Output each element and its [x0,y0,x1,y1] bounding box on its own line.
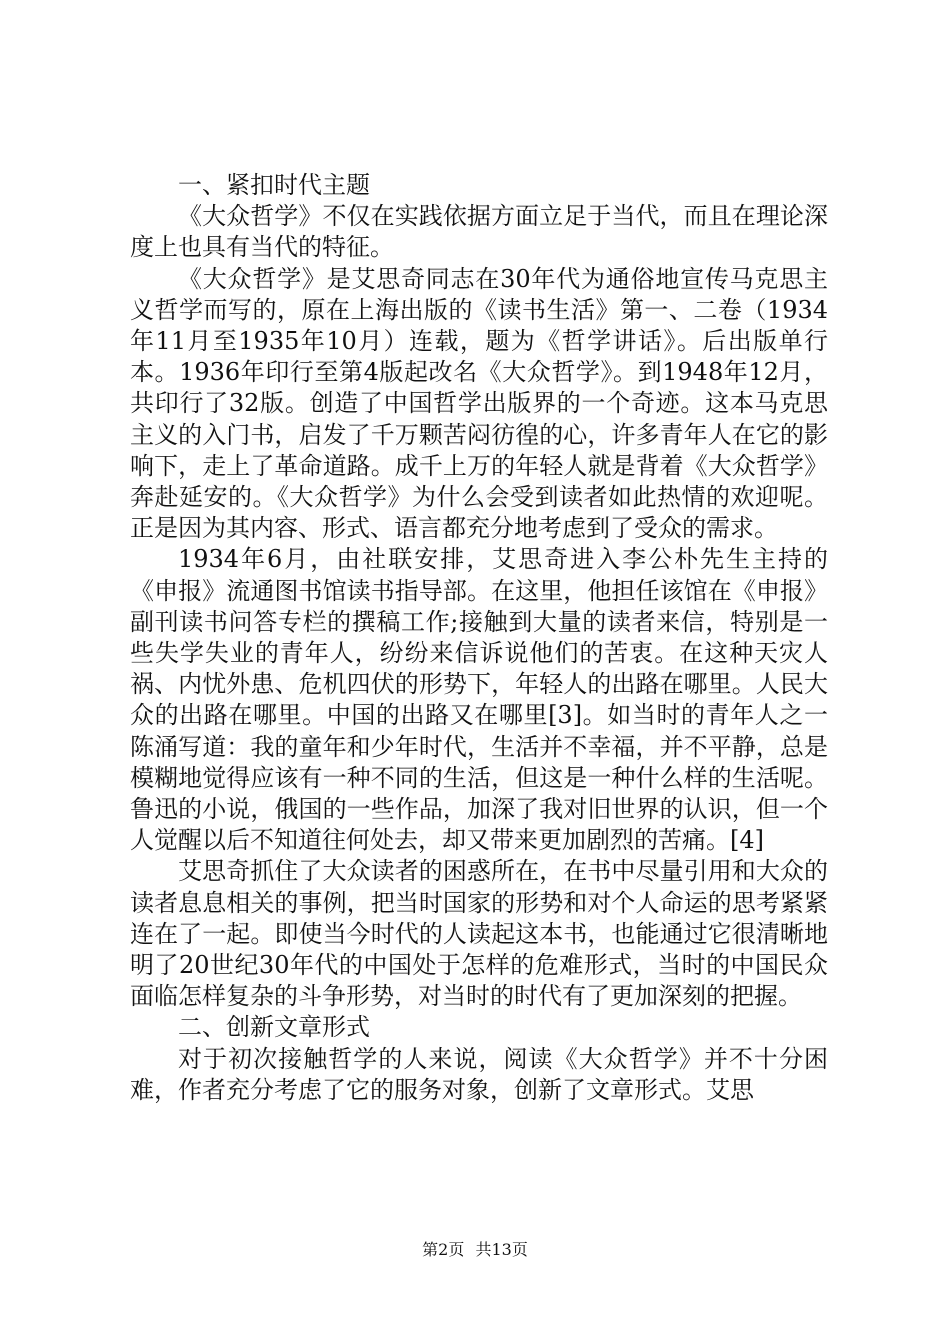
section-heading-1: 一、紧扣时代主题 [178,171,370,199]
paragraph: 《大众哲学》是艾思奇同志在30年代为通俗地宣传马克思主义哲学而写的，原在上海出版的《读书生活》第一、二卷（1934年11月至1935年10月）连载，题为《哲学讲话》。后出版单行本。1936年印行至第4版起改名《大众哲学》。到1948年12月，共印行了32版。创造了中国哲学出版界的一个奇迹。这本马克思主义的入门书，启发了千万颗苦闷彷徨的心，许多青年人在它的影响下，走上了革命道路。成千上万的年轻人就是背着《大众哲学》奔赴延安的。《大众哲学》为什么会受到读者如此热情的欢迎呢。正是因为其内容、形式、语言都充分地考虑到了受众的需求。 [130,264,828,543]
page-total: 共13页 [475,1240,528,1259]
paragraph: 《大众哲学》不仅在实践依据方面立足于当代，而且在理论深度上也具有当代的特征。 [130,202,828,262]
document-body [130,170,828,1106]
section-heading-2: 二、创新文章形式 [178,1013,370,1042]
paragraph: 对于初次接触哲学的人来说，阅读《大众哲学》并不十分困难，作者充分考虑了它的服务对象，创新了文章形式。艾思 [130,1044,828,1104]
paragraph: 艾思奇抓住了大众读者的困惑所在，在书中尽量引用和大众的读者息息相关的事例，把当时国家的形势和对个人命运的思考紧紧连在了一起。即使当今时代的人读起这本书，也能通过它很清晰地明了20世纪30年代的中国处于怎样的危难形式，当时的中国民众面临怎样复杂的斗争形势，对当时的时代有了更加深刻的把握。 [130,857,828,1011]
page-number: 第2页 [422,1240,465,1259]
page-footer [0,1240,950,1260]
paragraph: 1934年6月，由社联安排，艾思奇进入李公朴先生主持的《申报》流通图书馆读书指导部。在这里，他担任该馆在《申报》副刊读书问答专栏的撰稿工作;接触到大量的读者来信，特别是一些失学失业的青年人，纷纷来信诉说他们的苦衷。在这种天灾人祸、内忧外患、危机四伏的形势下，年轻人的出路在哪里。人民大众的出路在哪里。中国的出路又在哪里[3]。如当时的青年人之一陈涌写道：我的童年和少年时代，生活并不幸福，并不平静，总是模糊地觉得应该有一种不同的生活，但这是一种什么样的生活呢。鲁迅的小说，俄国的一些作品，加深了我对旧世界的认识，但一个人觉醒以后不知道往何处去，却又带来更加剧烈的苦痛。[4] [130,545,828,855]
